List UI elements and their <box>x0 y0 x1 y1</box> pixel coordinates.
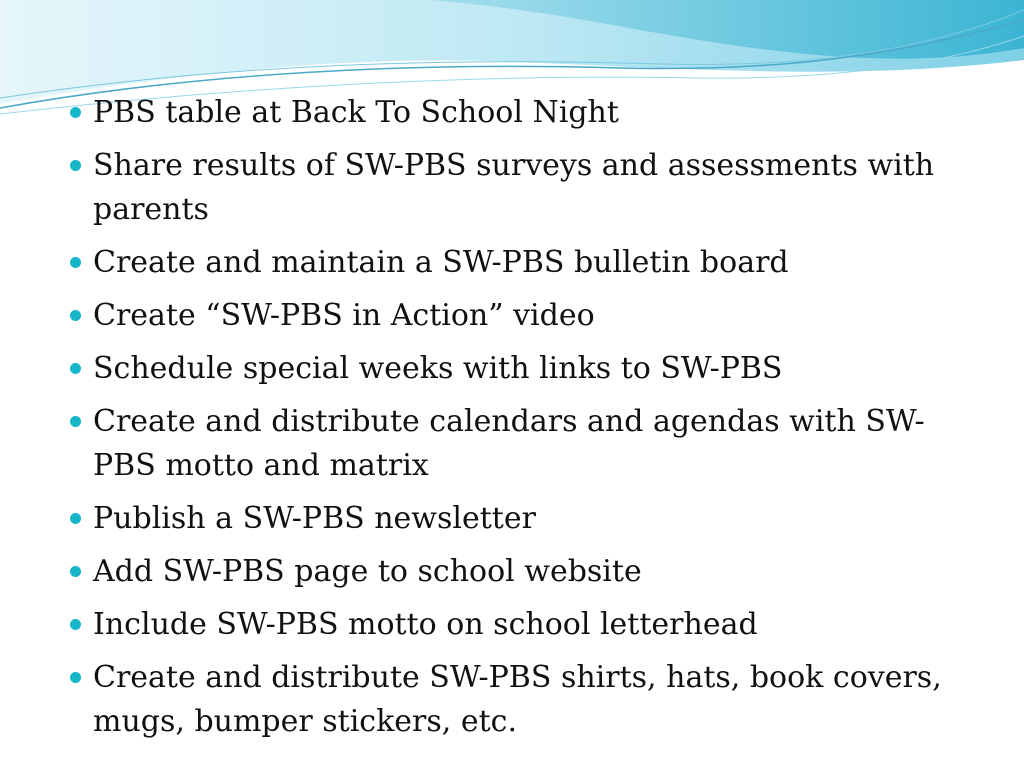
bullet-item <box>70 497 970 541</box>
bullet-dot-icon <box>70 513 81 524</box>
bullet-text: Create and distribute SW-PBS shirts, hats, book covers, mugs, bumper stickers, etc. <box>93 660 942 739</box>
bullet-dot-icon <box>70 310 81 321</box>
bullet-item <box>70 144 970 232</box>
bullet-dot-icon <box>70 566 81 577</box>
bullet-dot-icon <box>70 107 81 118</box>
bullet-dot-icon <box>70 257 81 268</box>
bullet-item <box>70 656 970 744</box>
bullet-text: Create and maintain a SW-PBS bulletin board <box>93 245 789 280</box>
bullet-dot-icon <box>70 160 81 171</box>
bullet-text: Include SW-PBS motto on school letterhead <box>93 607 758 642</box>
bullet-text: Add SW-PBS page to school website <box>93 554 642 589</box>
bullet-text: Share results of SW-PBS surveys and assessments with parents <box>93 148 935 227</box>
bullet-item <box>70 400 970 488</box>
bullet-item <box>70 603 970 647</box>
bullet-dot-icon <box>70 672 81 683</box>
bullet-dot-icon <box>70 619 81 630</box>
bullet-item <box>70 550 970 594</box>
bullet-text: Create and distribute calendars and agendas with SW-PBS motto and matrix <box>93 404 925 483</box>
bullet-list <box>70 91 970 753</box>
bullet-text: PBS table at Back To School Night <box>93 95 619 130</box>
bullet-item <box>70 294 970 338</box>
bullet-text: Publish a SW-PBS newsletter <box>93 501 536 536</box>
bullet-item <box>70 241 970 285</box>
bullet-item <box>70 91 970 135</box>
bullet-text: Schedule special weeks with links to SW-PBS <box>93 351 783 386</box>
bullet-item <box>70 347 970 391</box>
bullet-dot-icon <box>70 416 81 427</box>
bullet-dot-icon <box>70 363 81 374</box>
bullet-text: Create “SW-PBS in Action” video <box>93 298 595 333</box>
